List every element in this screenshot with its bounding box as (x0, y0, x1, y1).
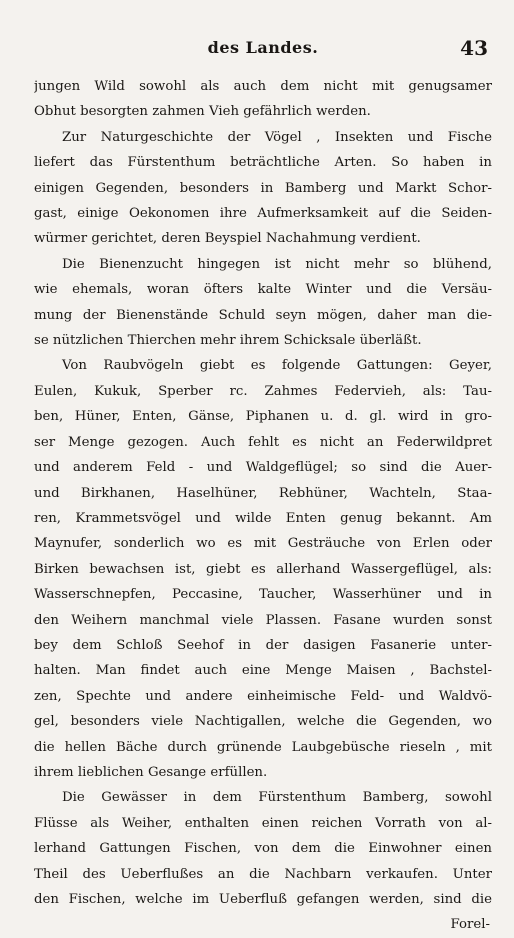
text-line: wie ehemals, woran öfters kalte Winter und die Versäu- (34, 282, 492, 298)
paragraph-first-line: Die Bienenzucht hingegen ist nicht mehr so blühend, (62, 256, 492, 272)
text-line: Wasserschnepfen, Peccasine, Taucher, Wasserhüner und in (34, 587, 492, 603)
text-line: den Weihern manchmal viele Plassen. Fasane wurden sonst (34, 612, 492, 628)
text-line: zen, Spechte und andere einheimische Feld- und Waldvö- (34, 688, 492, 704)
text-line: und Birkhanen, Haselhüner, Rebhüner, Wachteln, Staa- (34, 485, 492, 501)
page-header (34, 38, 492, 64)
text-line: Maynufer, sonderlich wo es mit Gesträuche von Erlen oder (34, 536, 492, 552)
text-line: jungen Wild sowohl als auch dem nicht mit genugsamer (34, 79, 492, 94)
text-line: ben, Hüner, Enten, Gänse, Piphanen u. d. gl. wird in gro- (34, 409, 492, 425)
text-line: Eulen, Kukuk, Sperber rc. Zahmes Federvieh, als: Tau- (34, 383, 492, 399)
running-head: des Landes. (207, 38, 319, 57)
text-line: ihrem lieblichen Gesange erfüllen. (34, 764, 268, 780)
text-line: Flüsse als Weiher, enthalten einen reichen Vorrath von al- (34, 815, 492, 831)
text-line: gel, besonders viele Nachtigallen, welche die Gegenden, wo (34, 714, 492, 730)
text-line: Birken bewachsen ist, giebt es allerhand Wassergeflügel, als: (34, 561, 492, 577)
paragraph-first-line: Zur Naturgeschichte der Vögel , Insekten und Fische (62, 129, 492, 145)
text-line: ser Menge gezogen. Auch fehlt es nicht an Federwildpret (34, 434, 492, 450)
text-line: Theil des Ueberflußes an die Nachbarn verkaufen. Unter (34, 866, 492, 882)
text-line: die hellen Bäche durch grünende Laubgebüsche rieseln , mit (34, 739, 492, 755)
text-line: und anderem Feld - und Waldgeflügel; so sind die Auer- (34, 460, 492, 476)
text-line: bey dem Schloß Seehof in der dasigen Fasanerie unter- (34, 637, 492, 653)
page-number: 43 (460, 36, 488, 60)
text-line: einigen Gegenden, besonders in Bamberg und Markt Schor- (34, 180, 492, 196)
text-line: gast, einige Oekonomen ihre Aufmerksamkeit auf die Seiden- (34, 206, 492, 222)
text-line: würmer gerichtet, deren Beyspiel Nachahmung verdient. (34, 231, 421, 247)
text-line: den Fischen, welche im Ueberfluß gefangen werden, sind die (34, 892, 492, 907)
text-line: Obhut besorgten zahmen Vieh gefährlich werden. (34, 104, 371, 120)
paragraph-first-line: Von Raubvögeln giebt es folgende Gattungen: Geyer, (62, 358, 492, 374)
text-line: liefert das Fürstenthum beträchtliche Arten. So haben in (34, 155, 492, 171)
text-line: ren, Krammetsvögel und wilde Enten genug bekannt. Am (34, 510, 492, 526)
text-line: halten. Man findet auch eine Menge Maisen , Bachstel- (34, 663, 492, 679)
text-line: lerhand Gattungen Fischen, von dem die Einwohner einen (34, 841, 492, 857)
text-line: mung der Bienenstände Schuld seyn mögen, daher man die- (34, 307, 492, 323)
body-text (34, 74, 492, 912)
text-line: se nützlichen Thierchen mehr ihrem Schicksale überläßt. (34, 333, 422, 349)
paragraph-first-line: Die Gewässer in dem Fürstenthum Bamberg, sowohl (62, 790, 492, 806)
catchword: Forel- (450, 917, 490, 933)
